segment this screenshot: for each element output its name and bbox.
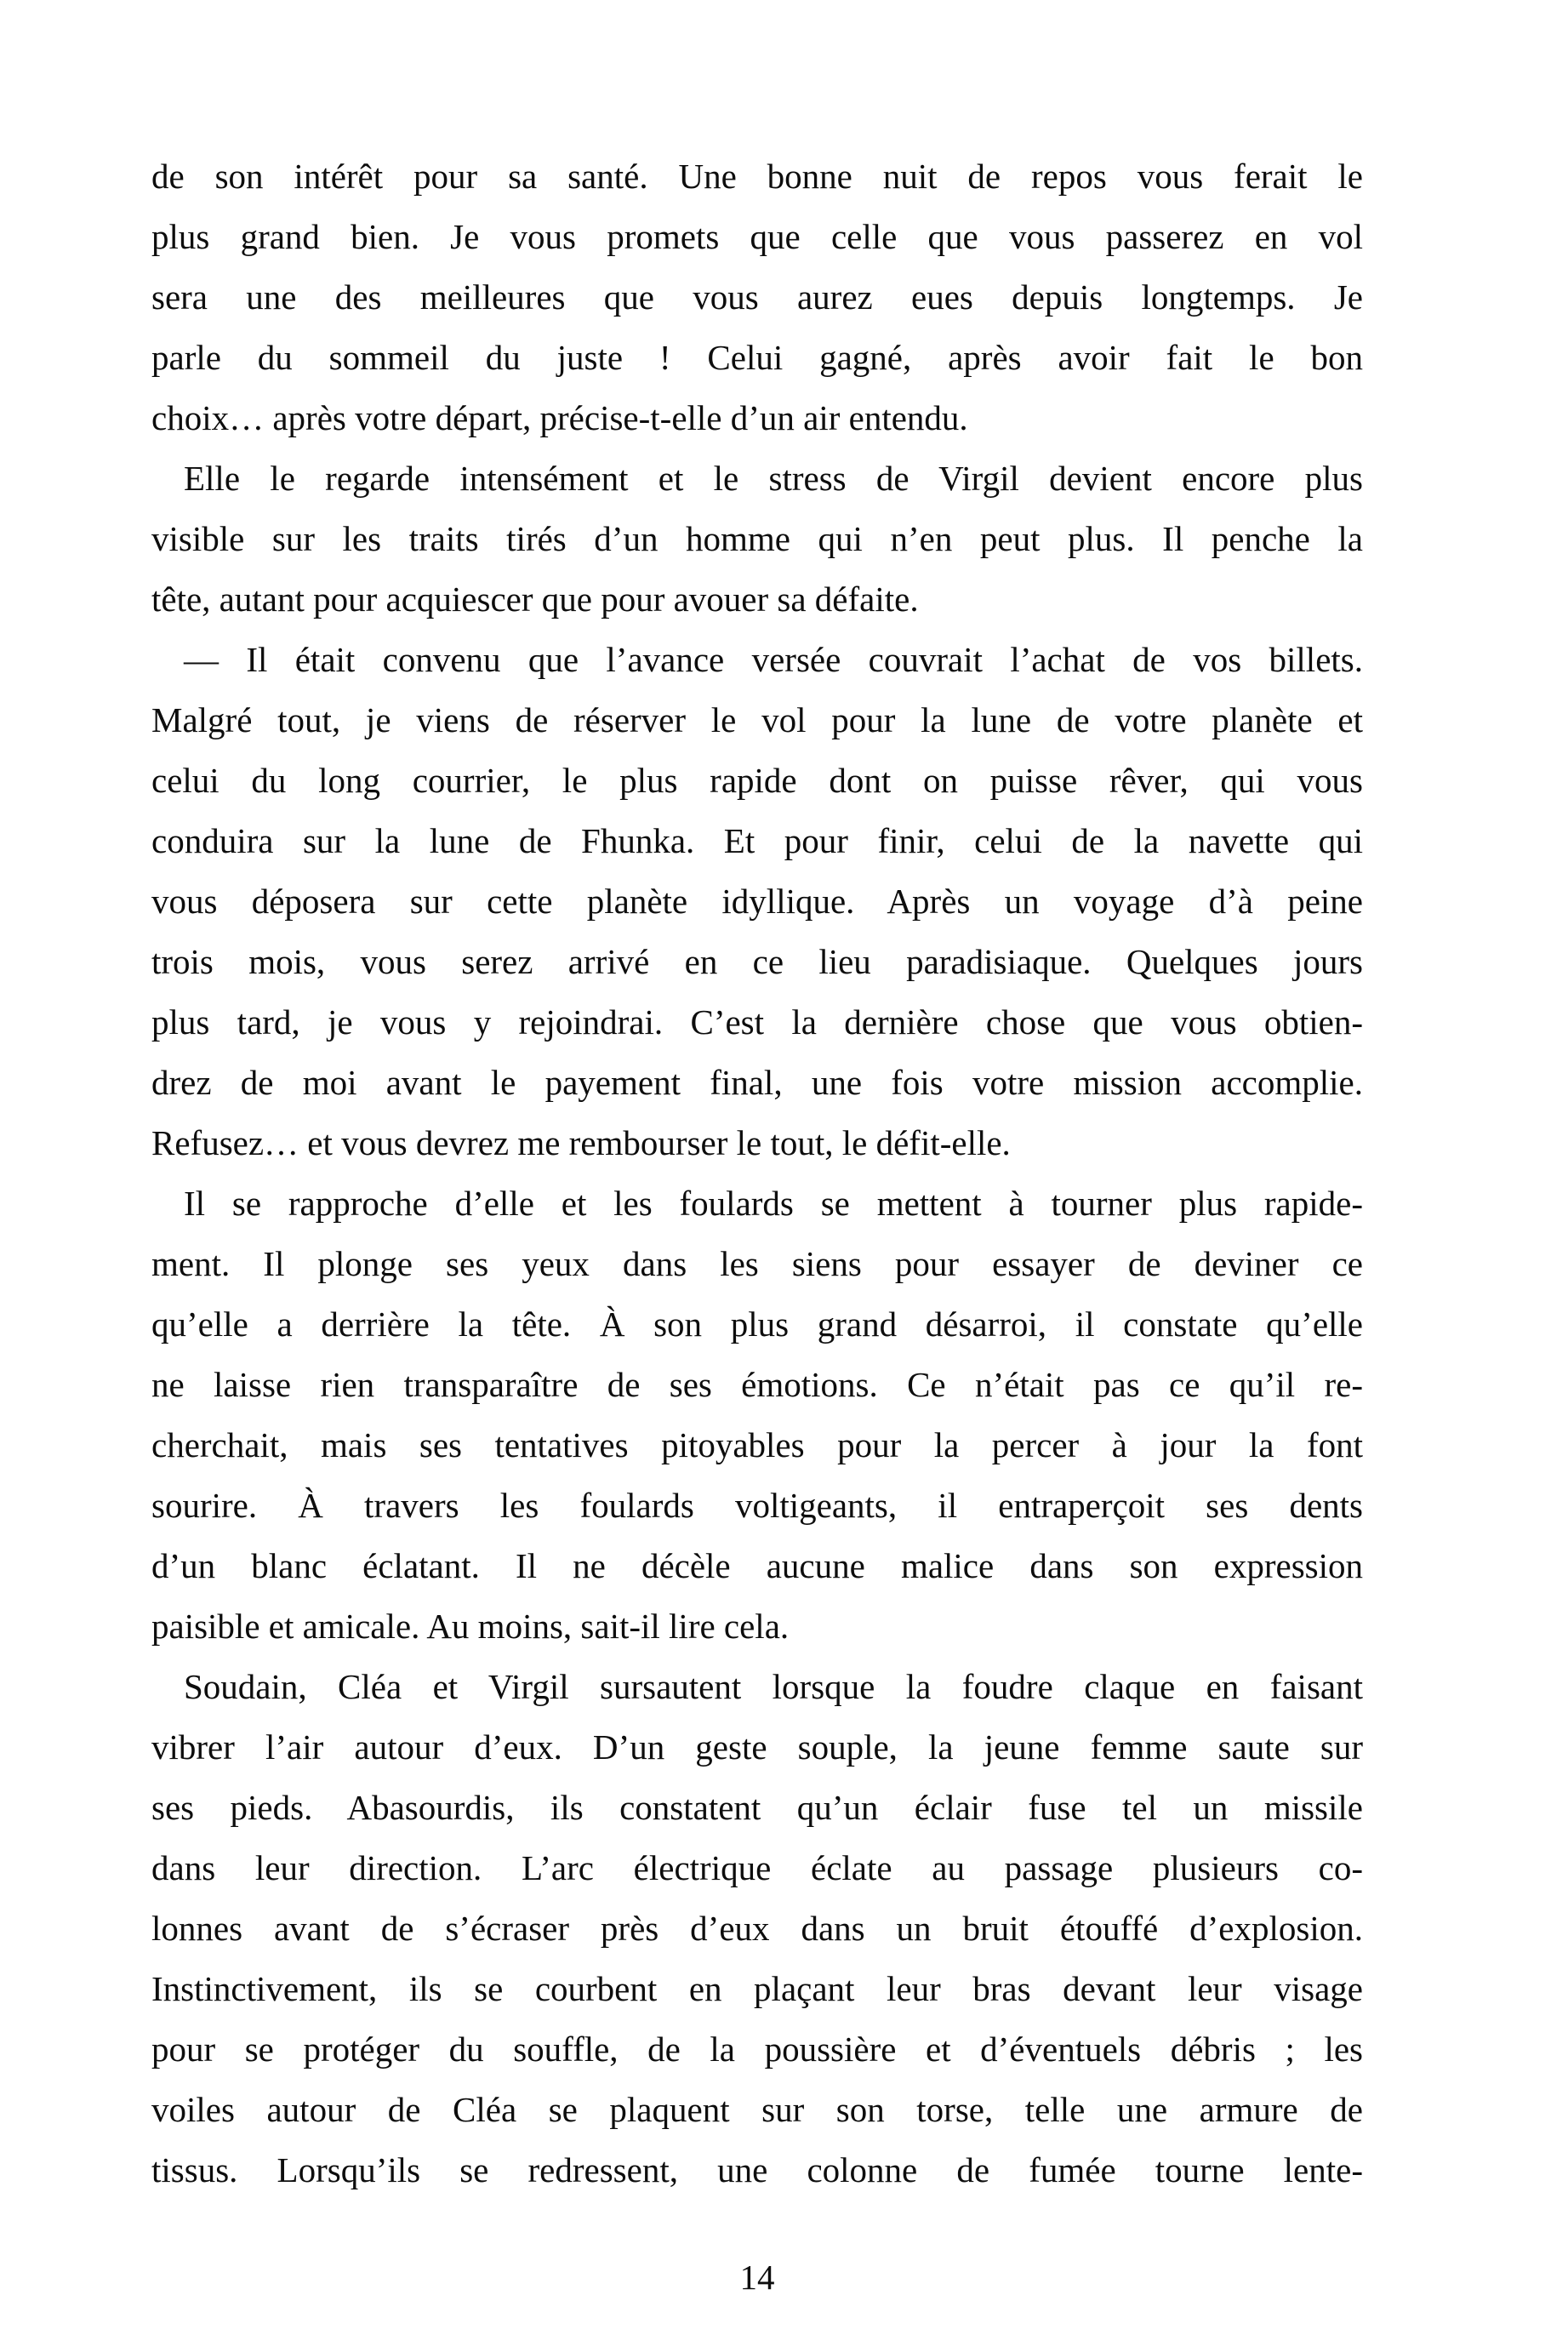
text-line: plus grand bien. Je vous promets que celle que vous passerez en vol (151, 217, 1363, 256)
text-line: trois mois, vous serez arrivé en ce lieu paradisiaque. Quelques jours (151, 942, 1363, 981)
text-line: Refusez… et vous devrez me rembourser le tout, le défit-elle. (151, 1123, 1011, 1162)
text-line: celui du long courrier, le plus rapide dont on puisse rêver, qui vous (151, 761, 1363, 800)
text-line: ment. Il plonge ses yeux dans les siens pour essayer de deviner ce (151, 1244, 1363, 1283)
text-line: plus tard, je vous y rejoindrai. C’est la dernière chose que vous obtien- (151, 1002, 1363, 1042)
text-line: voiles autour de Cléa se plaquent sur son torse, telle une armure de (151, 2090, 1363, 2129)
text-line: visible sur les traits tirés d’un homme qui n’en peut plus. Il penche la (151, 519, 1363, 558)
text-line: dans leur direction. L’arc électrique éclate au passage plusieurs co- (151, 1848, 1363, 1887)
text-line: parle du sommeil du juste ! Celui gagné, après avoir fait le bon (151, 338, 1363, 377)
text-line: paisible et amicale. Au moins, sait-il lire cela. (151, 1607, 790, 1646)
text-line: Instinctivement, ils se courbent en plaçant leur bras devant leur visage (151, 1969, 1363, 2008)
text-line: lonnes avant de s’écraser près d’eux dans un bruit étouffé d’explosion. (151, 1909, 1363, 1948)
text-line: sourire. À travers les foulards voltigeants, il entraperçoit ses dents (151, 1486, 1363, 1525)
text-line: tête, autant pour acquiescer que pour avouer sa défaite. (151, 579, 919, 619)
text-line: cherchait, mais ses tentatives pitoyables pour la percer à jour la font (151, 1425, 1363, 1464)
text-line: ne laisse rien transparaître de ses émotions. Ce n’était pas ce qu’il re- (151, 1365, 1363, 1404)
text-line: de son intérêt pour sa santé. Une bonne nuit de repos vous ferait le (151, 157, 1363, 196)
text-line: tissus. Lorsqu’ils se redressent, une colonne de fumée tourne lente- (151, 2150, 1363, 2189)
text-line: conduira sur la lune de Fhunka. Et pour finir, celui de la navette qui (151, 821, 1363, 860)
text-line: vous déposera sur cette planète idyllique. Après un voyage d’à peine (151, 882, 1363, 921)
text-line: pour se protéger du souffle, de la poussière et d’éventuels débris ; les (151, 2029, 1363, 2069)
text-line: choix… après votre départ, précise-t-elle d’un air entendu. (151, 398, 968, 437)
text-line: Malgré tout, je viens de réserver le vol pour la lune de votre planète et (151, 700, 1363, 739)
text-block (151, 146, 1363, 2201)
text-line: d’un blanc éclatant. Il ne décèle aucune malice dans son expression (151, 1546, 1363, 1585)
text-line: Elle le regarde intensément et le stress de Virgil devient encore plus (184, 459, 1363, 498)
text-line: Il se rapproche d’elle et les foulards se mettent à tourner plus rapide- (184, 1184, 1363, 1223)
page-number: 14 (739, 2258, 775, 2297)
text-line: vibrer l’air autour d’eux. D’un geste souple, la jeune femme saute sur (151, 1727, 1363, 1767)
text-line: drez de moi avant le payement final, une fois votre mission accomplie. (151, 1063, 1363, 1102)
text-line: ses pieds. Abasourdis, ils constatent qu’un éclair fuse tel un missile (151, 1788, 1363, 1827)
text-line: — Il était convenu que l’avance versée couvrait l’achat de vos billets. (184, 640, 1363, 679)
text-line: sera une des meilleures que vous aurez eues depuis longtemps. Je (151, 277, 1363, 317)
text-line: Soudain, Cléa et Virgil sursautent lorsque la foudre claque en faisant (184, 1667, 1363, 1706)
text-line: qu’elle a derrière la tête. À son plus grand désarroi, il constate qu’elle (151, 1304, 1363, 1344)
